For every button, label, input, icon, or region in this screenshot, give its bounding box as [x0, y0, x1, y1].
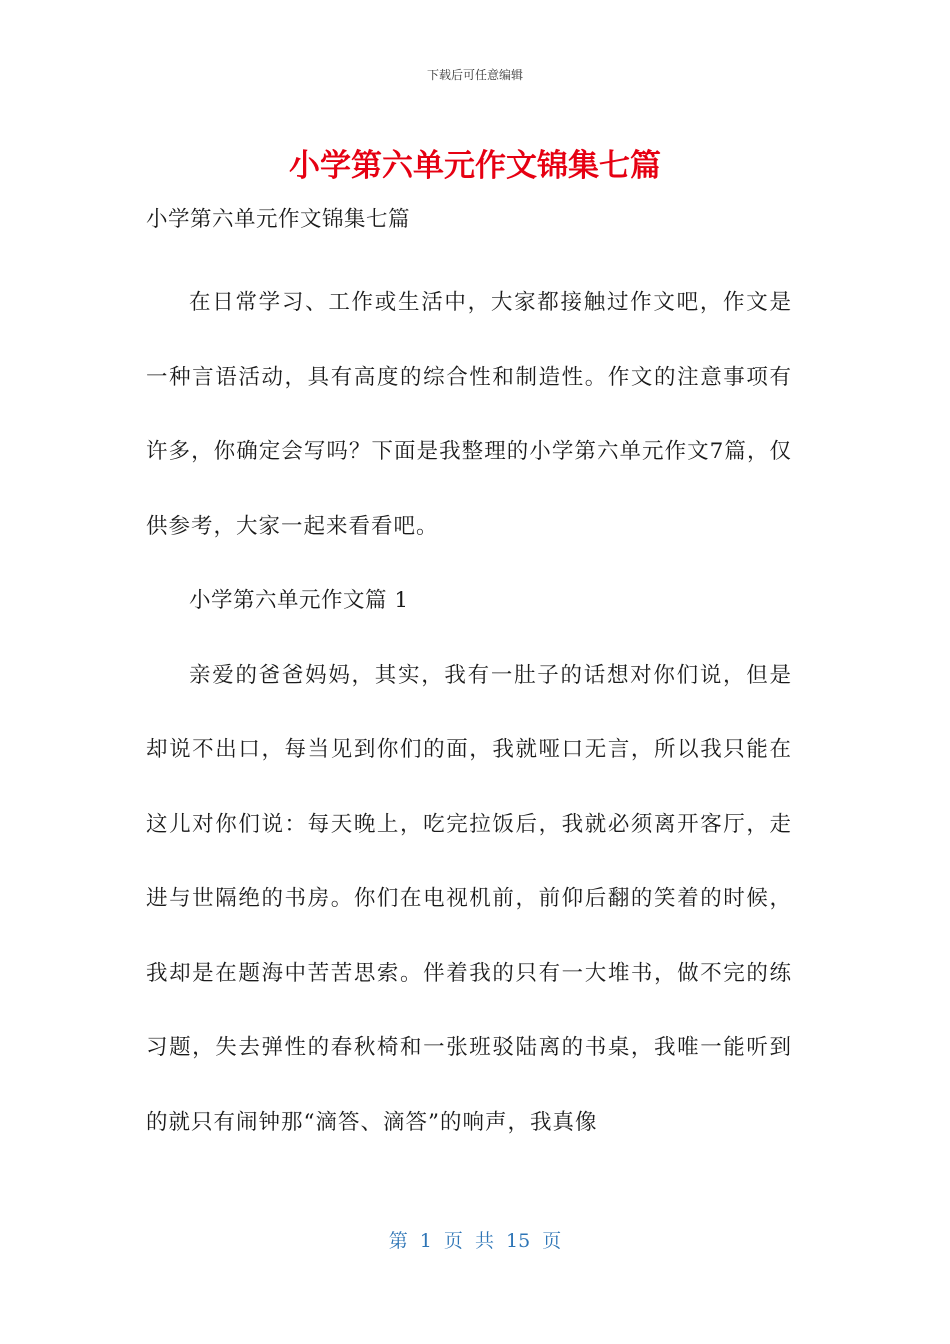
- document-body: [146, 192, 792, 1160]
- section-paragraph: 亲爱的爸爸妈妈，其实，我有一肚子的话想对你们说，但是却说不出口，每当见到你们的面，我就哑口无言，所以我只能在这儿对你们说：每天晚上，吃完拉饭后，我就必须离开客厅，走进与世隔绝的书房。你们在电视机前，前仰后翻的笑着的时候，我却是在题海中苦苦思索。伴着我的只有一大堆书，做不完的练习题，失去弹性的春秋椅和一张班驳陆离的书桌，我唯一能听到的就只有闹钟那“滴答、滴答”的响声，我真像: [146, 662, 792, 1135]
- page-header: 下载后可任意编辑: [426, 68, 523, 82]
- page-footer: 第 1 页 共 15 页: [388, 1230, 562, 1252]
- section-heading: 小学第六单元作文篇 1: [189, 588, 409, 613]
- document-title: 小学第六单元作文锦集七篇: [289, 148, 661, 184]
- intro-paragraph: 在日常学习、工作或生活中，大家都接触过作文吧，作文是一种言语活动，具有高度的综合性和制造性。作文的注意事项有许多，你确定会写吗？下面是我整理的小学第六单元作文7篇，仅供参考，大家一起来看看吧。: [146, 290, 792, 539]
- document-subtitle: 小学第六单元作文锦集七篇: [146, 207, 411, 232]
